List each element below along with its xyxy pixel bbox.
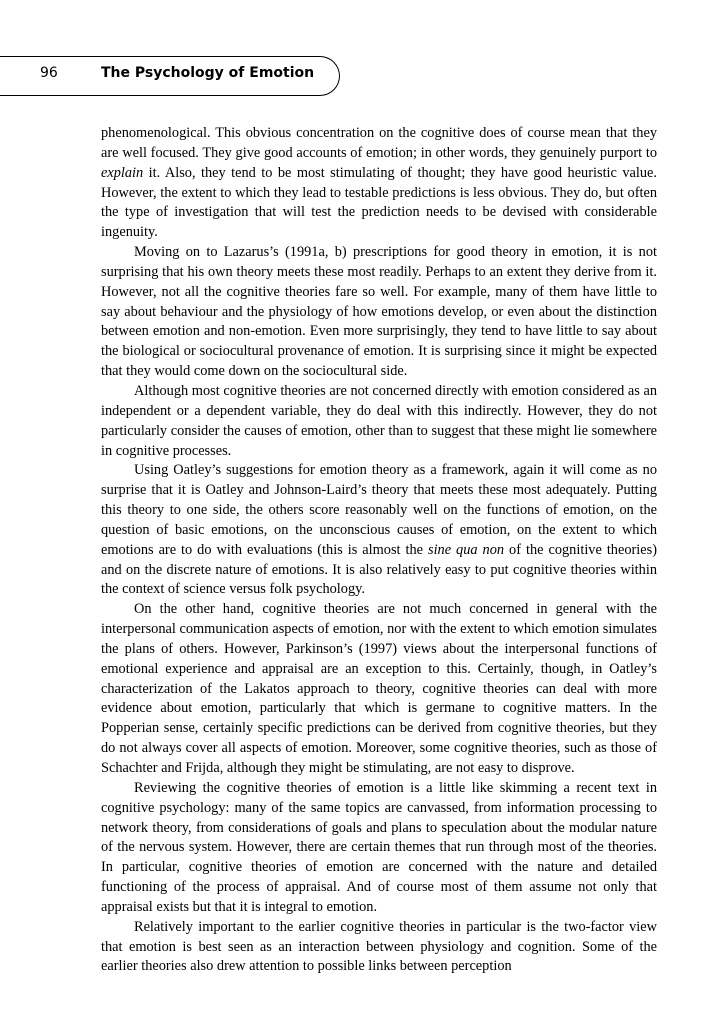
paragraph: Relatively important to the earlier cognitive theories in particular is the two-factor view that emotion is best seen as an interaction between physiology and cognition. Some of the earlier theories also drew attention to possible links between perception [101,918,657,975]
paragraph: Using Oatley’s suggestions for emotion theory as a framework, again it will come as no surprise that it is Oatley and Johnson-Laird’s theory that meets these most adequately. Putting this theory to one side, the others score reasonably well on the functions of emotion, on the question of basic emotions, on the unconscious causes of emotion, on the extent to which emotions are to do with evaluations (this is almost the sine qua non of the cognitive theories) and on the discrete nature of emotions. It is also relatively easy to put cognitive theories within the context of science versus folk psychology. [101,462,657,598]
paragraph: Moving on to Lazarus’s (1991a, b) prescriptions for good theory in emotion, it is not surprising that his own theory meets these most readily. Perhaps to an extent they derive from it. However, not all the cognitive theories fare so well. For example, many of them have little to say about behaviour and the physiology of how emotions develop, or even about the distinction between emotion and non-emotion. Even more surprisingly, they tend to have little to say about the biological or sociocultural provenance of emotion. It is surprising since it might be expected that they would come down on the sociocultural side. [101,244,657,380]
page-number: 96 [40,65,58,81]
paragraph: Although most cognitive theories are not concerned directly with emotion considered as an independent or a dependent variable, they do deal with this indirectly. However, they do not particularly consider the causes of emotion, other than to suggest that these might lie somewhere in cognitive processes. [101,382,657,459]
paragraph: Reviewing the cognitive theories of emotion is a little like skimming a recent text in cognitive psychology: many of the same topics are canvassed, from information processing to network theory, from considerations of goals and plans to speculation about the modular nature of the nervous system. However, there are certain themes that run through most of the theories. In particular, cognitive theories of emotion are concerned with the nature and detailed functioning of the process of appraisal. And of course most of them assume not only that appraisal exists but that it is integral to emotion. [101,779,657,915]
paragraph: On the other hand, cognitive theories are not much concerned in general with the interpersonal communication aspects of emotion, nor with the extent to which emotion simulates the plans of others. However, Parkinson’s (1997) views about the interpersonal functions of emotional experience and appraisal are an exception to this. Certainly, though, in Oatley’s characterization of the Lakatos approach to theory, cognitive theories can deal with more evidence about emotion, particularly that which is germane to cognitive matters. In the Popperian sense, certainly specific predictions can be derived from cognitive theories, but they do not always cover all aspects of emotion. Moreover, some cognitive theories, such as those of Schachter and Frijda, although they might be stimulating, are not easy to disprove. [101,601,657,776]
running-head-title: The Psychology of Emotion [101,65,315,81]
paragraph: phenomenological. This obvious concentration on the cognitive does of course mean that they are well focused. They give good accounts of emotion; in other words, they genuinely purport to explain it. Also, they tend to be most stimulating of thought; they have good heuristic value. However, the extent to which they lead to testable predictions is less obvious. They do, but often the type of investigation that will test the prediction needs to be devised with considerable ingenuity. [101,125,657,241]
body-text [101,124,657,977]
